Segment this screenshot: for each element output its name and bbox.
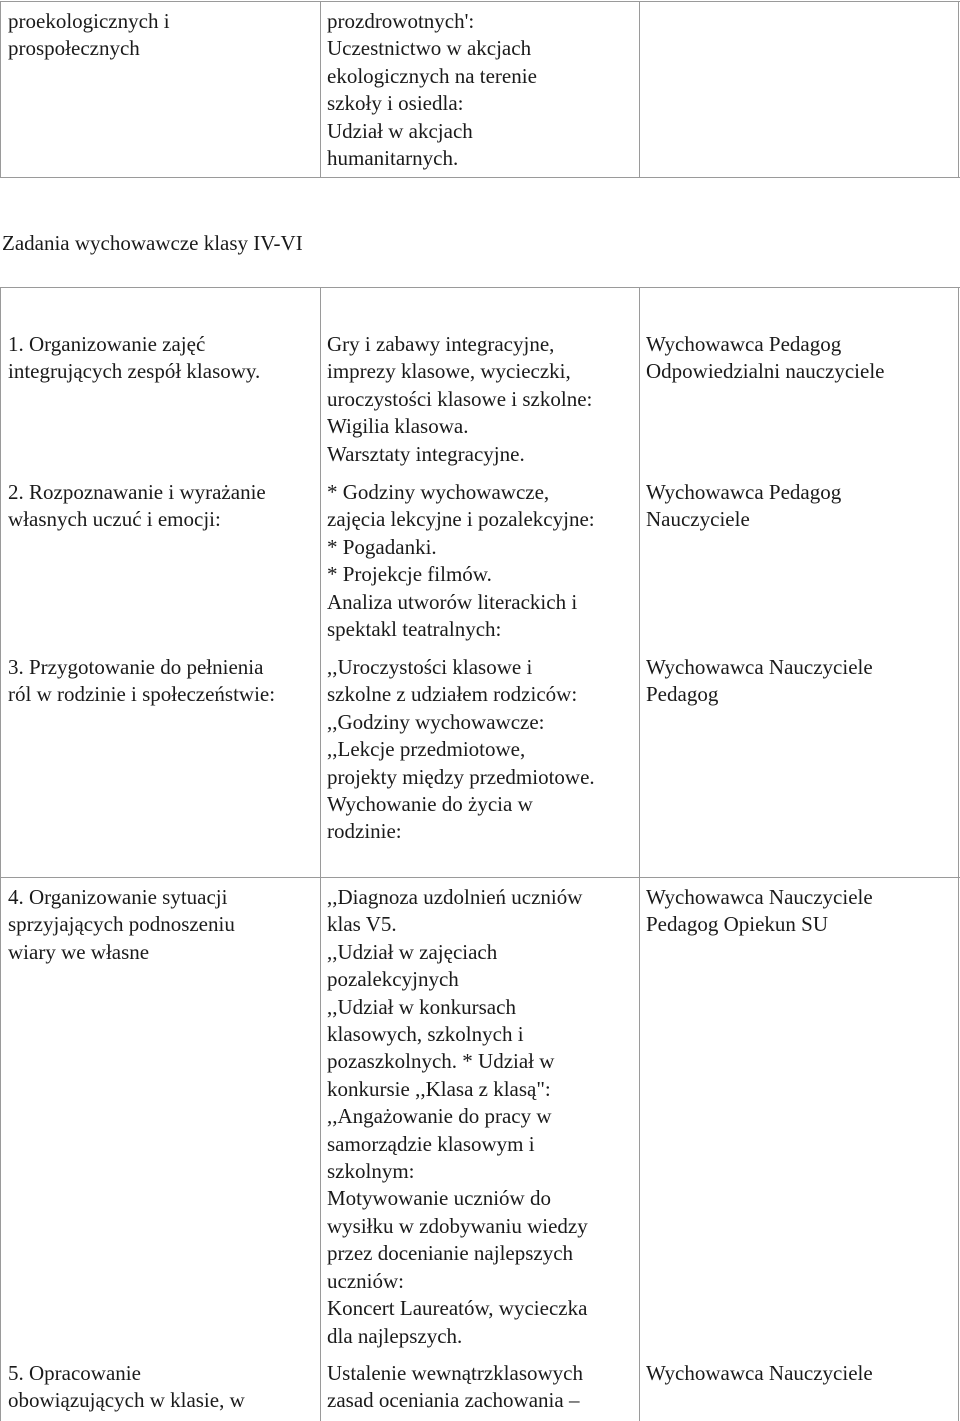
- top-table-bottom-border: [0, 177, 960, 178]
- row-2-task: 2. Rozpoznawanie i wyrażanie własnych uczuć i emocji:: [8, 480, 266, 532]
- main-table-border-left: [0, 287, 1, 1421]
- row-3-responsible: Wychowawca Nauczyciele Pedagog: [646, 655, 873, 707]
- top-table-top-border: [0, 1, 960, 2]
- row-5-task: 5. Opracowanie obowiązujących w klasie, w: [8, 1361, 245, 1413]
- top-table-cell-task: proekologicznych i prospołecznych: [8, 9, 170, 61]
- main-table-border-right: [958, 287, 959, 1421]
- row-1-responsible: Wychowawca Pedagog Odpowiedzialni nauczyciele: [646, 332, 885, 384]
- top-table-cell-forms: prozdrowotnych': Uczestnictwo w akcjach ekologicznych na terenie szkoły i osiedla: Udział w akcjach humanitarnych.: [327, 9, 537, 171]
- main-table-divider-1: [320, 287, 321, 1421]
- row-5-responsible: Wychowawca Nauczyciele: [646, 1361, 873, 1385]
- top-table-border-left: [0, 1, 1, 178]
- row-1-forms: Gry i zabawy integracyjne, imprezy klasowe, wycieczki, uroczystości klasowe i szkolne: Wigilia klasowa. Warsztaty integracyjne.: [327, 332, 593, 466]
- row-4-task: 4. Organizowanie sytuacji sprzyjających podnoszeniu wiary we własne: [8, 885, 235, 964]
- row-2-responsible: Wychowawca Pedagog Nauczyciele: [646, 480, 842, 532]
- top-table-divider-2: [639, 1, 640, 178]
- row-1-task: 1. Organizowanie zajęć integrujących zespół klasowy.: [8, 332, 261, 384]
- row-4-forms: ,,Diagnoza uzdolnień uczniów klas V5. ,,Udział w zajęciach pozalekcyjnych ,,Udział w konkursach klasowych, szkolnych i pozaszkolnych. * Udział w konkursie ,,Klasa z klasą": ,,Angażowanie do pracy w samorządzie klasowym i szkolnym: Motywowanie uczniów do wysiłku w zdobywaniu wiedzy przez docenianie najlepszych uczniów: Koncert Laureatów, wycieczka dla najlepszych.: [327, 885, 588, 1348]
- row-4-responsible: Wychowawca Nauczyciele Pedagog Opiekun SU: [646, 885, 873, 937]
- row-separator-3-4: [0, 877, 960, 878]
- top-table-border-right: [958, 1, 959, 178]
- row-5-forms: Ustalenie wewnątrzklasowych zasad oceniania zachowania –: [327, 1361, 583, 1413]
- main-table-top-border: [0, 287, 960, 288]
- row-3-forms: ,,Uroczystości klasowe i szkolne z udziałem rodziców: ,,Godziny wychowawcze: ,,Lekcje przedmiotowe, projekty między przedmiotowe. Wychowanie do życia w rodzinie:: [327, 655, 595, 844]
- row-2-forms: * Godziny wychowawcze, zajęcia lekcyjne i pozalekcyjne: * Pogadanki. * Projekcje filmów. Analiza utworów literackich i spektakl teatralnych:: [327, 480, 595, 642]
- main-table-divider-2: [639, 287, 640, 1421]
- top-table-divider-1: [320, 1, 321, 178]
- row-3-task: 3. Przygotowanie do pełnienia ról w rodzinie i społeczeństwie:: [8, 655, 276, 707]
- section-heading: Zadania wychowawcze klasy IV-VI: [2, 231, 303, 255]
